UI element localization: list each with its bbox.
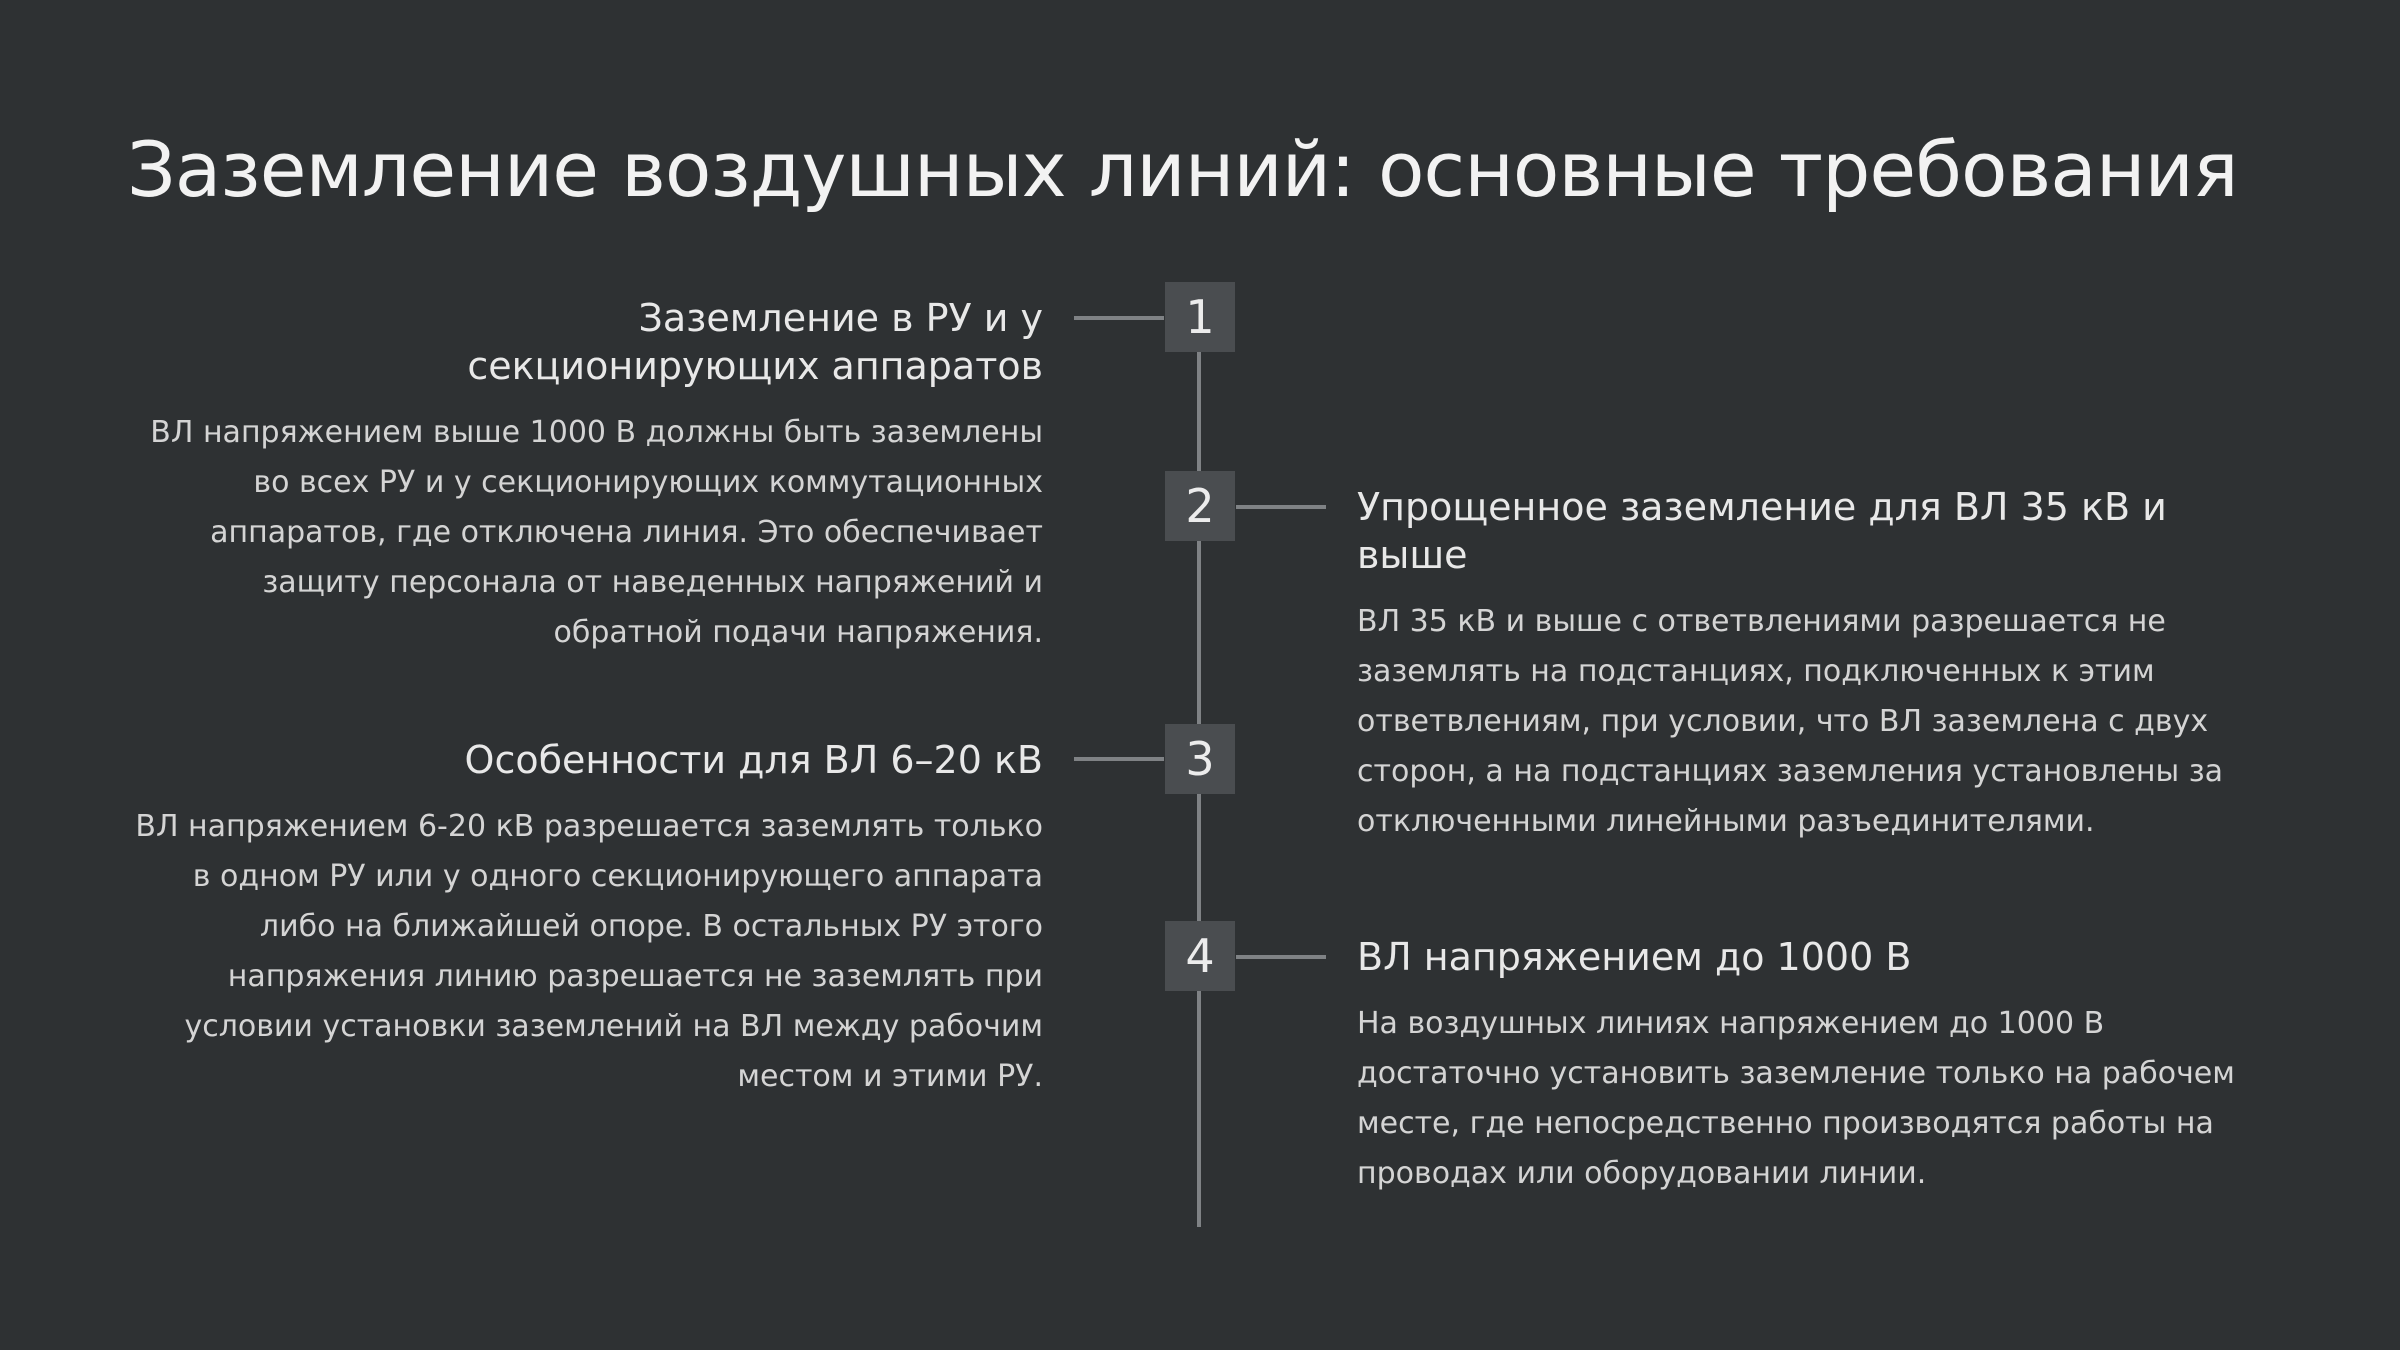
step-3-heading: Особенности для ВЛ 6–20 кВ: [464, 738, 1043, 782]
step-2-block: [1357, 483, 2287, 847]
step-4-block: [1357, 933, 2287, 1199]
step-2-number-badge: [1165, 471, 1235, 541]
step-4-number-badge: [1165, 921, 1235, 991]
step-3-connector: [1074, 757, 1164, 761]
step-1-number-badge: [1165, 282, 1235, 352]
step-1-number: 1: [1185, 290, 1215, 344]
step-3-number: 3: [1185, 732, 1215, 786]
step-1-heading: Заземление в РУ и у секционирующих аппаратов: [467, 296, 1043, 388]
slide-title: Заземление воздушных линий: основные требования: [127, 125, 2238, 214]
step-4-connector: [1236, 955, 1326, 959]
step-1-block: [125, 294, 1043, 658]
step-2-heading: Упрощенное заземление для ВЛ 35 кВ и выше: [1357, 485, 2167, 577]
step-4-heading: ВЛ напряжением до 1000 В: [1357, 935, 1912, 979]
step-3-text: ВЛ напряжением 6-20 кВ разрешается заземлять только в одном РУ или у одного секционирующего аппарата либо на ближайшей опоре. В остальных РУ этого напряжения линию разрешается не заземлять при условии установки заземлений на ВЛ между рабочим местом и этими РУ.: [135, 809, 1043, 1094]
step-1-text: ВЛ напряжением выше 1000 В должны быть заземлены во всех РУ и у секционирующих коммутационных аппаратов, где отключена линия. Это обеспечивает защиту персонала от наведенных напряжений и обратной подачи напряжения.: [150, 415, 1043, 650]
step-2-text: ВЛ 35 кВ и выше с ответвлениями разрешается не заземлять на подстанциях, подключенных к этим ответвлениям, при условии, что ВЛ заземлена с двух сторон, а на подстанциях заземления установлены за отключенными линейными разъединителями.: [1357, 604, 2224, 839]
step-3-block: [125, 736, 1043, 1102]
step-2-connector: [1236, 505, 1326, 509]
step-4-text: На воздушных линиях напряжением до 1000 В достаточно установить заземление только на рабочем месте, где непосредственно производятся работы на проводах или оборудовании линии.: [1357, 1006, 2235, 1191]
step-3-number-badge: [1165, 724, 1235, 794]
step-4-number: 4: [1185, 929, 1215, 983]
step-2-number: 2: [1185, 479, 1215, 533]
step-1-connector: [1074, 316, 1164, 320]
